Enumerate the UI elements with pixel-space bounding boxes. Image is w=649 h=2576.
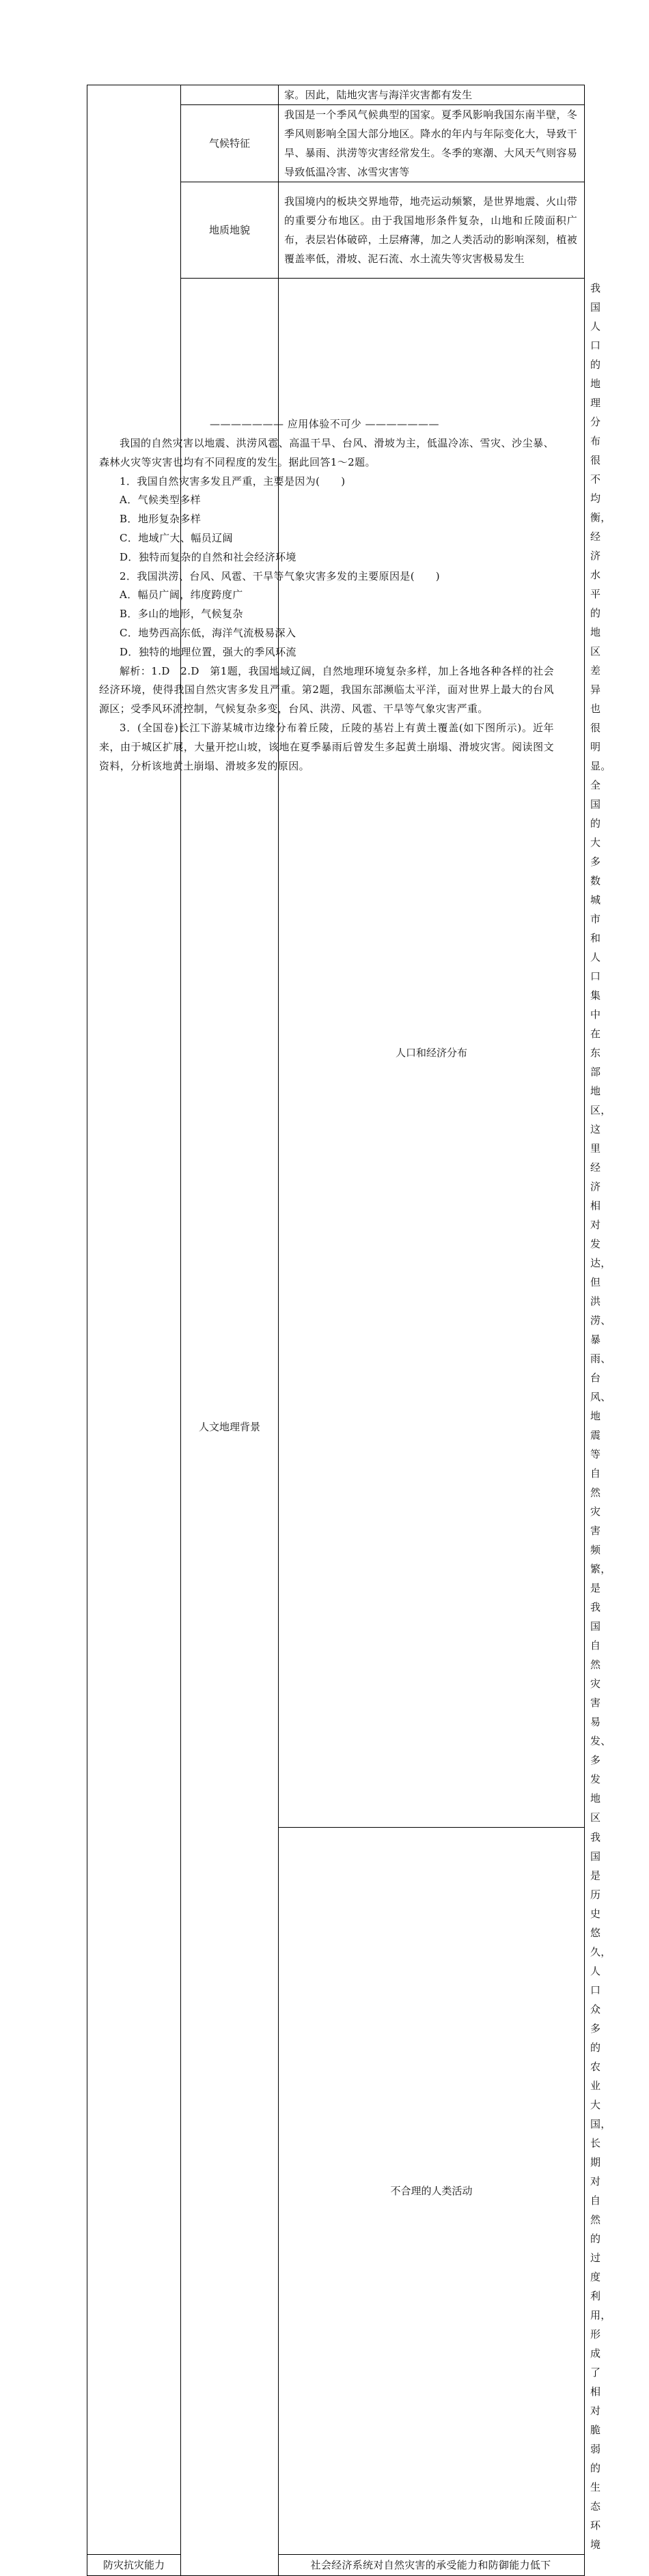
geology-label: 地质地貌 xyxy=(181,182,279,279)
table-row xyxy=(87,2555,585,2576)
population-label: 人口和经济分布 xyxy=(279,279,585,1828)
question-1-stem: 1．我国自然灾害多发且严重，主要是因为( ) xyxy=(120,475,346,487)
human-background-label: 人文地理背景 xyxy=(181,279,279,2576)
question-2-option-c: C．地势西高东低，海洋气流极易深入 xyxy=(120,626,296,639)
question-1-option-d: D．独特而复杂的自然和社会经济环境 xyxy=(120,550,296,563)
question-2-option-d: D．独特的地理位置，强大的季风环流 xyxy=(120,645,296,658)
question-2-stem: 2．我国洪涝、台风、风雹、干旱等气象灾害多发的主要原因是( ) xyxy=(120,569,441,582)
capacity-label: 防灾抗灾能力 xyxy=(87,2555,181,2576)
table-row: 人文地理背景 人口和经济分布 我国人口的地理分布很不均衡，经济水平的地区差异也很明显。全国的大多数城市和人口集中在东部地区，这里经济相对发达，但洪涝、暴雨、台风、地震等自然灾害频繁，是我国自然灾害易发、多发地区 xyxy=(87,279,585,1828)
continued-label-cell xyxy=(181,85,279,105)
table-row: 不合理的人类活动 我国是历史悠久，人口众多的农业大国，长期对自然的过度利用，形成了相对脆弱的生态环境 xyxy=(87,1828,585,2555)
question-1-option-b: B．地形复杂多样 xyxy=(120,513,202,526)
table-row xyxy=(87,85,585,105)
analysis-paragraph: 解析：1.D 2.D 第1题，我国地域辽阔，自然地理环境复杂多样，加上各地各种各样的社会经济环境，使得我国自然灾害多发且严重。第2题，我国东部濒临太平洋，面对世界上最大的台风源区；受季风环流控制，气候复杂多变，台风、洪涝、风雹、干旱等气象灾害严重。 xyxy=(99,664,554,716)
continued-content-cell: 家。因此，陆地灾害与海洋灾害都有发生 xyxy=(279,85,585,105)
exercise-section xyxy=(99,434,554,776)
climate-label: 气候特征 xyxy=(181,105,279,182)
question-1-option-a: A．气候类型多样 xyxy=(120,494,202,507)
activities-label: 不合理的人类活动 xyxy=(279,1828,585,2555)
geology-content: 我国境内的板块交界地带，地壳运动频繁，是世界地震、火山带的重要分布地区。由于我国地形条件复杂，山地和丘陵面积广布，表层岩体破碎，土层瘠薄，加之人类活动的影响深刻，植被覆盖率低，滑坡、泥石流、水土流失等灾害极易发生 xyxy=(279,182,585,279)
section-divider: ——————— 应用体验不可少 ——————— xyxy=(209,418,440,430)
climate-content: 我国是一个季风气候典型的国家。夏季风影响我国东南半壁，冬季风则影响全国大部分地区。降水的年内与年际变化大，导致干旱、暴雨、洪涝等灾害经常发生。冬季的寒潮、大风天气则容易导致低温冷害、冰雪灾害等 xyxy=(279,105,585,182)
capacity-content: 社会经济系统对自然灾害的承受能力和防御能力低下 xyxy=(279,2555,585,2576)
question-2-option-a: A．幅员广阔，纬度跨度广 xyxy=(120,589,243,601)
question-3: 3．(全国卷)长江下游某城市边缘分布着丘陵，丘陵的基岩上有黄土覆盖(如下图所示)。近年来，由于城区扩展，大量开挖山坡，该地在夏季暴雨后曾发生多起黄土崩塌、滑坡灾害。阅读图文资料，分析该地黄土崩塌、滑坡多发的原因。 xyxy=(99,721,554,772)
question-2-option-b: B．多山的地形，气候复杂 xyxy=(120,608,243,621)
question-1-option-c: C．地域广大、幅员辽阔 xyxy=(120,531,233,544)
intro-paragraph: 我国的自然灾害以地震、洪涝风雹、高温干旱、台风、滑坡为主，低温冷冻、雪灾、沙尘暴、森林火灾等灾害也均有不同程度的发生。据此回答1～2题。 xyxy=(99,437,554,468)
